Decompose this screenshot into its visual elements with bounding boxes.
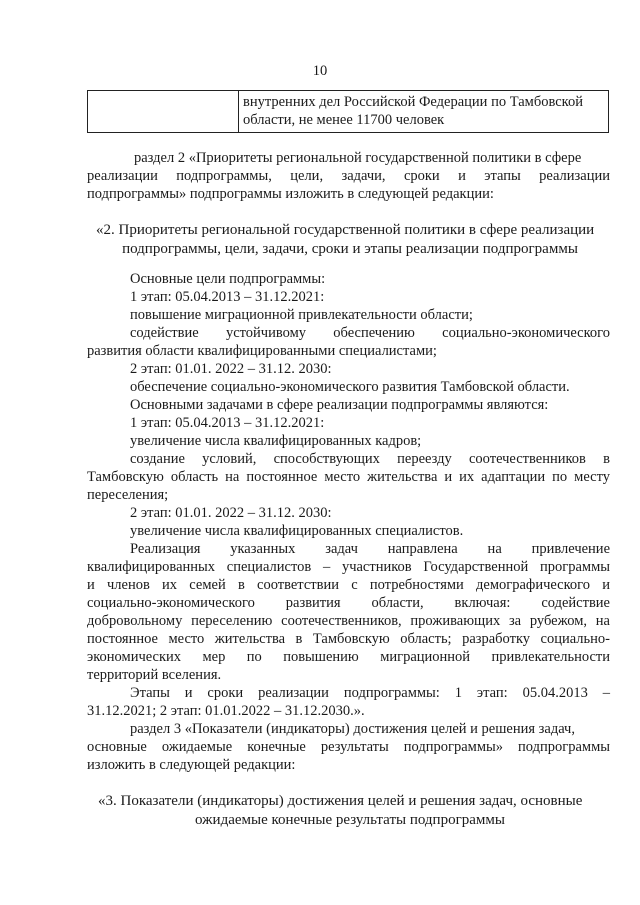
text-line: раздел 3 «Показатели (индикаторы) достижения целей и решения задач, [130,721,575,737]
text-line: квалифицированных специалистов – участников Государственной программы [87,559,610,575]
text-line: территорий вселения. [87,667,222,683]
table-row [88,91,609,133]
table-cell-line-2: области, не менее 11700 человек [243,112,445,128]
text-line: 2 этап: 01.01. 2022 – 31.12. 2030: [130,505,332,521]
text-line: содействие устойчивому обеспечению социально-экономического [130,325,610,341]
text-line: социально-экономического развития области, включая: содействие [87,595,610,611]
text-line: Реализация указанных задач направлена на привлечение [130,541,610,557]
text-line: реализации подпрограммы, цели, задачи, сроки и этапы реализации [87,168,610,184]
text-line: Тамбовскую область на постоянное место жительства и их адаптации по месту [87,469,610,485]
table-cell-line-1: внутренних дел Российской Федерации по Тамбовской [243,94,583,110]
table-fragment [87,90,609,133]
table-cell-empty [88,91,239,133]
text-line: развития области квалифицированными специалистами; [87,343,437,359]
text-line: постоянное место жительства в Тамбовскую область; разработку социально- [87,631,610,647]
table-cell-text [239,91,609,133]
text-line: Основные цели подпрограммы: [130,271,326,287]
text-line: экономических мер по повышению миграционной привлекательности [87,649,610,665]
text-line: подпрограммы» подпрограммы изложить в следующей редакции: [87,186,494,202]
text-line: изложить в следующей редакции: [87,757,296,773]
text-line: переселения; [87,487,169,503]
section-heading-line: ожидаемые конечные результаты подпрограммы [195,812,505,828]
text-line: раздел 2 «Приоритеты региональной государственной политики в сфере [134,150,582,166]
text-line: обеспечение социально-экономического развития Тамбовской области. [130,379,570,395]
text-line: 31.12.2021; 2 этап: 01.01.2022 – 31.12.2030.». [87,703,365,719]
text-line: 2 этап: 01.01. 2022 – 31.12. 2030: [130,361,332,377]
section-heading-line: «2. Приоритеты региональной государственной политики в сфере реализации [96,222,595,238]
text-line: Основными задачами в сфере реализации подпрограммы являются: [130,397,549,413]
text-line: увеличение числа квалифицированных кадров; [130,433,422,449]
text-line: и членов их семей в соответствии с потребностями демографического и [87,577,610,593]
text-line: создание условий, способствующих переезду соотечественников в [130,451,610,467]
text-line: добровольному переселению соотечественников, проживающих за рубежом, на [87,613,610,629]
text-line: Этапы и сроки реализации подпрограммы: 1 этап: 05.04.2013 – [130,685,610,701]
text-line: 1 этап: 05.04.2013 – 31.12.2021: [130,289,325,305]
text-line: повышение миграционной привлекательности области; [130,307,473,323]
page-number: 10 [312,63,328,79]
text-line: основные ожидаемые конечные результаты подпрограммы» подпрограммы [87,739,610,755]
section-heading-line: подпрограммы, цели, задачи, сроки и этапы реализации подпрограммы [122,241,578,257]
section-heading-line: «3. Показатели (индикаторы) достижения целей и решения задач, основные [98,793,583,809]
text-line: увеличение числа квалифицированных специалистов. [130,523,464,539]
text-line: 1 этап: 05.04.2013 – 31.12.2021: [130,415,325,431]
